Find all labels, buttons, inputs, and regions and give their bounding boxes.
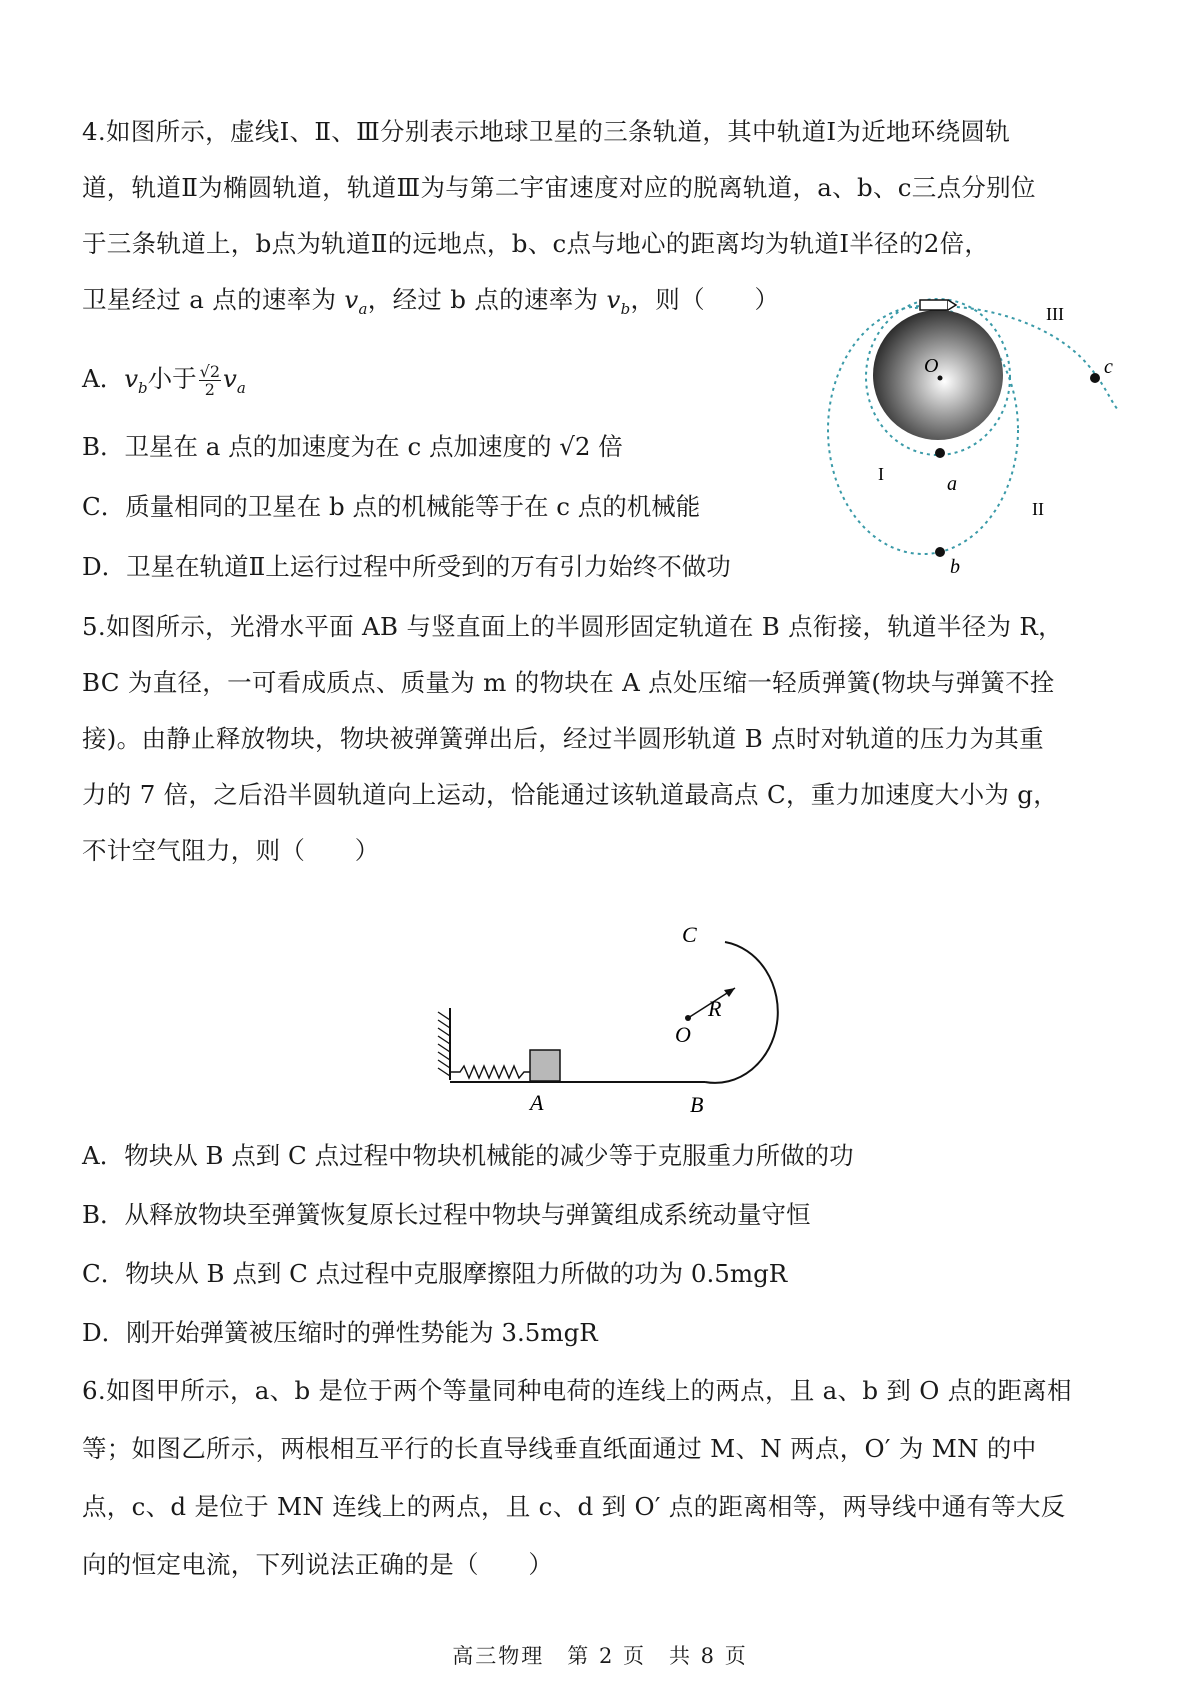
q5-option-d[interactable]: D．刚开始弹簧被压缩时的弹性势能为 3.5mgR	[82, 1318, 598, 1347]
q4-option-c[interactable]: C．质量相同的卫星在 b 点的机械能等于在 c 点的机械能	[82, 492, 701, 521]
var-v: v	[344, 285, 359, 314]
label-O: O	[675, 1022, 691, 1047]
subscript-b: b	[138, 378, 148, 397]
q4-line-2: 道，轨道Ⅱ为椭圆轨道，轨道Ⅲ为与第二宇宙速度对应的脱离轨道，a、b、c三点分别位	[82, 173, 1036, 202]
option-label: A．	[82, 364, 125, 393]
var-v: v	[606, 285, 621, 314]
q5-option-b[interactable]: B．从释放物块至弹簧恢复原长过程中物块与弹簧组成系统动量守恒	[82, 1200, 811, 1229]
page-footer: 高三物理 第 2 页 共 8 页	[452, 1644, 748, 1668]
q5-line-5: 不计空气阻力，则（ ）	[82, 836, 380, 865]
var-v: v	[223, 364, 237, 393]
option-a-text: 小于	[147, 364, 197, 393]
subscript-a: a	[236, 378, 246, 397]
label-A: A	[530, 1090, 544, 1115]
label-B: B	[690, 1092, 704, 1117]
q4-line-4-mid: ，经过 b 点的速率为	[367, 285, 607, 314]
label-R: R	[708, 996, 722, 1021]
orbit-figure	[820, 290, 1120, 580]
q4-option-a[interactable]	[82, 360, 246, 398]
q4-line-4	[82, 281, 779, 318]
q4-line-1: 4.如图所示，虚线Ⅰ、Ⅱ、Ⅲ分别表示地球卫星的三条轨道，其中轨道Ⅰ为近地环绕圆轨	[82, 117, 1011, 146]
q5-line-2: BC 为直径，一可看成质点、质量为 m 的物块在 A 点处压缩一轻质弹簧(物块与弹簧不拴	[82, 668, 1055, 697]
track-figure	[430, 920, 830, 1130]
q4-line-3: 于三条轨道上，b点为轨道Ⅱ的远地点，b、c点与地心的距离均为轨道Ⅰ半径的2倍，	[82, 229, 990, 258]
label-III: III	[1046, 304, 1064, 324]
point-a	[935, 448, 945, 458]
point-b	[935, 547, 945, 557]
label-b: b	[950, 556, 960, 578]
q6-line-4: 向的恒定电流，下列说法正确的是（ ）	[82, 1550, 554, 1579]
q5-option-c[interactable]: C．物块从 B 点到 C 点过程中克服摩擦阻力所做的功为 0.5mgR	[82, 1259, 788, 1288]
q6-line-2: 等；如图乙所示，两根相互平行的长直导线垂直纸面通过 M、N 两点，O′ 为 MN 的中	[82, 1434, 1037, 1463]
label-C: C	[682, 922, 697, 947]
q4-line-4-prefix: 卫星经过 a 点的速率为	[82, 285, 345, 314]
q4-option-b[interactable]: B．卫星在 a 点的加速度为在 c 点加速度的 √2 倍	[82, 432, 623, 461]
q6-line-3: 点，c、d 是位于 MN 连线上的两点，且 c、d 到 O′ 点的距离相等，两导线中通有等大反	[82, 1492, 1066, 1521]
wall-hatch	[438, 1012, 450, 1076]
block	[530, 1050, 560, 1081]
q6-line-1: 6.如图甲所示，a、b 是位于两个等量同种电荷的连线上的两点，且 a、b 到 O 点的距离相	[82, 1376, 1072, 1405]
spring	[450, 1066, 530, 1078]
q5-line-1: 5.如图所示，光滑水平面 AB 与竖直面上的半圆形固定轨道在 B 点衔接，轨道半径为 R，	[82, 612, 1063, 641]
fraction-numerator: √2	[199, 362, 221, 381]
fraction-denominator: 2	[204, 380, 215, 399]
label-O: O	[924, 355, 939, 377]
var-v: v	[124, 364, 139, 393]
q5-line-3: 接)。由静止释放物块，物块被弹簧弹出后，经过半圆形轨道 B 点时对轨道的压力为其重	[82, 724, 1044, 753]
q5-option-a[interactable]: A．物块从 B 点到 C 点过程中物块机械能的减少等于克服重力所做的功	[82, 1141, 854, 1170]
label-a: a	[947, 473, 957, 495]
q5-line-4: 力的 7 倍，之后沿半圆轨道向上运动，恰能通过该轨道最高点 C，重力加速度大小为 g，	[82, 780, 1059, 809]
fraction	[199, 363, 221, 398]
satellite-icon	[920, 300, 948, 310]
label-II: II	[1032, 499, 1044, 519]
label-I: I	[878, 464, 884, 484]
subscript-b: b	[620, 299, 631, 318]
q4-line-4-suffix: ，则（ ）	[630, 285, 780, 314]
subscript-a: a	[358, 299, 368, 318]
q4-option-d[interactable]: D．卫星在轨道Ⅱ上运行过程中所受到的万有引力始终不做功	[82, 552, 731, 581]
point-c	[1090, 373, 1100, 383]
label-c: c	[1104, 356, 1113, 378]
